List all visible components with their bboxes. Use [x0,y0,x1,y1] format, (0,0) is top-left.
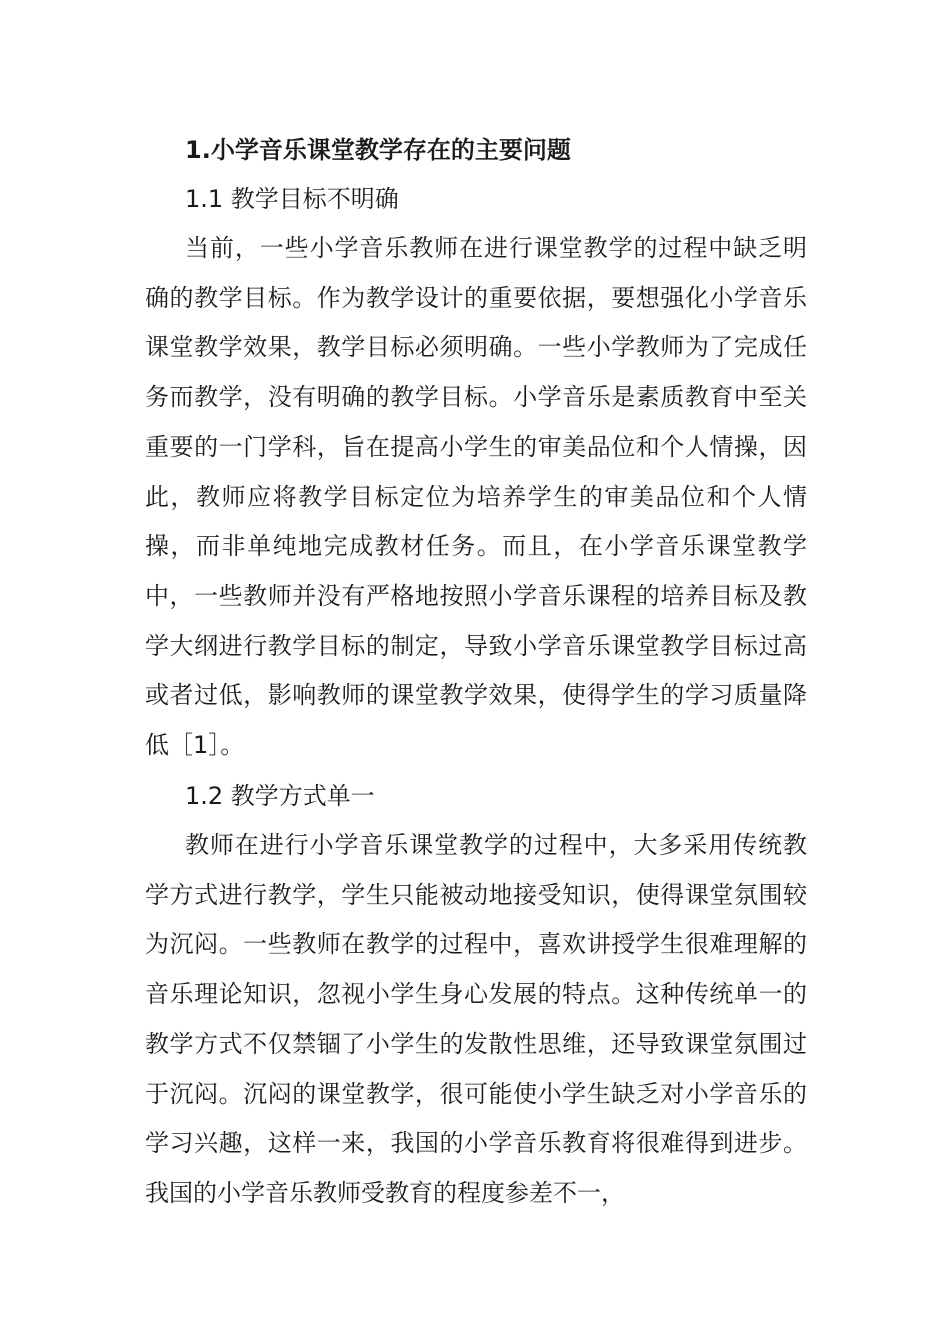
body-paragraph-1-2: 教师在进行小学音乐课堂教学的过程中，大多采用传统教学方式进行教学，学生只能被动地接受知识，使得课堂氛围较为沉闷。一些教师在教学的过程中，喜欢讲授学生很难理解的音乐理论知识，忽视小学生身心发展的特点。这种传统单一的教学方式不仅禁锢了小学生的发散性思维，还导致课堂氛围过于沉闷。沉闷的课堂教学，很可能使小学生缺乏对小学音乐的学习兴趣，这样一来，我国的小学音乐教育将很难得到进步。我国的小学音乐教师受教育的程度参差不一， [145,831,807,1207]
subsection-heading-1-1: 1.1 教学目标不明确 [185,185,399,213]
body-paragraph-1-1: 当前，一些小学音乐教师在进行课堂教学的过程中缺乏明确的教学目标。作为教学设计的重要依据，要想强化小学音乐课堂教学效果，教学目标必须明确。一些小学教师为了完成任务而教学，没有明确的教学目标。小学音乐是素质教育中至关重要的一门学科，旨在提高小学生的审美品位和个人情操，因此，教师应将教学目标定位为培养学生的审美品位和个人情操，而非单纯地完成教材任务。而且，在小学音乐课堂教学中，一些教师并没有严格地按照小学音乐课程的培养目标及教学大纲进行教学目标的制定，导致小学音乐课堂教学目标过高或者过低，影响教师的课堂教学效果，使得学生的学习质量降低［1］。 [145,234,807,760]
subsection-heading-1-2: 1.2 教学方式单一 [185,782,375,810]
section-heading: 1.小学音乐课堂教学存在的主要问题 [185,136,571,164]
